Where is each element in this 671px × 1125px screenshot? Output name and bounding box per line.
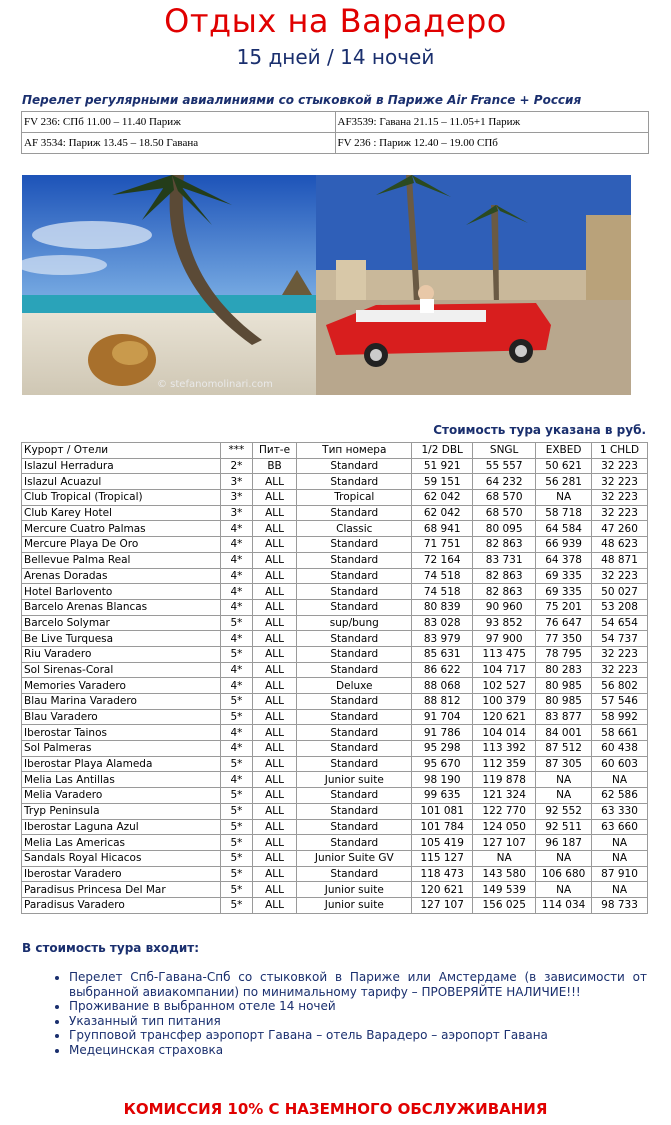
col-resort-hotel: Курорт / Отели xyxy=(22,443,221,459)
price-row xyxy=(22,772,648,788)
flights-heading: Перелет регулярными авиалиниями со стыковкой в Париже Air France + Россия xyxy=(22,93,582,107)
cell-stars: 5* xyxy=(221,803,253,819)
cell-chld: 98 733 xyxy=(592,897,648,913)
cell-half-dbl: 118 473 xyxy=(412,866,473,882)
cell-stars: 4* xyxy=(221,772,253,788)
cell-sngl: 82 863 xyxy=(473,584,536,600)
price-row xyxy=(22,882,648,898)
cell-sngl: 90 960 xyxy=(473,599,536,615)
cell-half-dbl: 101 081 xyxy=(412,803,473,819)
price-table xyxy=(21,442,648,914)
cell-room-type: Standard xyxy=(297,552,412,568)
price-row xyxy=(22,819,648,835)
cell-sngl: 149 539 xyxy=(473,882,536,898)
cell-sngl: 104 717 xyxy=(473,662,536,678)
cell-room-type: Standard xyxy=(297,709,412,725)
cell-sngl: 102 527 xyxy=(473,678,536,694)
cell-meals: ALL xyxy=(252,850,297,866)
cell-meals: ALL xyxy=(252,772,297,788)
cell-hotel: Sandals Royal Hicacos xyxy=(22,850,221,866)
cell-half-dbl: 83 028 xyxy=(412,615,473,631)
cell-chld: 48 623 xyxy=(592,537,648,553)
cell-half-dbl: 59 151 xyxy=(412,474,473,490)
price-row xyxy=(22,552,648,568)
cell-stars: 5* xyxy=(221,788,253,804)
cell-room-type: Standard xyxy=(297,599,412,615)
price-row xyxy=(22,866,648,882)
cell-half-dbl: 74 518 xyxy=(412,568,473,584)
col-meals: Пит-е xyxy=(252,443,297,459)
cell-meals: ALL xyxy=(252,584,297,600)
cell-room-type: Standard xyxy=(297,741,412,757)
cell-half-dbl: 99 635 xyxy=(412,788,473,804)
price-row xyxy=(22,725,648,741)
col-sngl: SNGL xyxy=(473,443,536,459)
cell-hotel: Melia Las Americas xyxy=(22,835,221,851)
cell-exbed: 77 350 xyxy=(536,631,592,647)
cell-meals: ALL xyxy=(252,709,297,725)
cell-hotel: Mercure Playa De Oro xyxy=(22,537,221,553)
cell-chld: 63 660 xyxy=(592,819,648,835)
cell-hotel: Blau Varadero xyxy=(22,709,221,725)
cell-room-type: Deluxe xyxy=(297,678,412,694)
cell-meals: ALL xyxy=(252,819,297,835)
cell-meals: ALL xyxy=(252,631,297,647)
cell-chld: 53 208 xyxy=(592,599,648,615)
cell-exbed: 92 552 xyxy=(536,803,592,819)
cell-stars: 4* xyxy=(221,741,253,757)
cell-room-type: Standard xyxy=(297,725,412,741)
cell-sngl: 112 359 xyxy=(473,756,536,772)
cell-room-type: Standard xyxy=(297,505,412,521)
cell-room-type: Standard xyxy=(297,819,412,835)
cell-exbed: 114 034 xyxy=(536,897,592,913)
page-title: Отдых на Варадеро xyxy=(164,2,507,40)
cell-half-dbl: 51 921 xyxy=(412,458,473,474)
cell-exbed: 106 680 xyxy=(536,866,592,882)
car-photo xyxy=(316,175,631,395)
price-row xyxy=(22,505,648,521)
cell-sngl: 100 379 xyxy=(473,694,536,710)
cell-room-type: Standard xyxy=(297,756,412,772)
cell-exbed: 96 187 xyxy=(536,835,592,851)
cell-exbed: 69 335 xyxy=(536,584,592,600)
cell-chld: 32 223 xyxy=(592,474,648,490)
cell-room-type: Standard xyxy=(297,866,412,882)
cell-sngl: NA xyxy=(473,850,536,866)
cell-half-dbl: 88 068 xyxy=(412,678,473,694)
cell-hotel: Club Karey Hotel xyxy=(22,505,221,521)
cell-room-type: Standard xyxy=(297,458,412,474)
cell-half-dbl: 71 751 xyxy=(412,537,473,553)
cell-room-type: Standard xyxy=(297,646,412,662)
cell-exbed: 64 378 xyxy=(536,552,592,568)
price-row xyxy=(22,662,648,678)
cell-chld: 63 330 xyxy=(592,803,648,819)
cell-stars: 5* xyxy=(221,615,253,631)
cell-room-type: Junior suite xyxy=(297,897,412,913)
included-heading: В стоимость тура входит: xyxy=(22,941,200,955)
col-room-type: Тип номера xyxy=(297,443,412,459)
price-row xyxy=(22,756,648,772)
cell-exbed: NA xyxy=(536,882,592,898)
cell-exbed: 76 647 xyxy=(536,615,592,631)
cell-hotel: Iberostar Tainos xyxy=(22,725,221,741)
cell-exbed: 87 305 xyxy=(536,756,592,772)
cell-stars: 4* xyxy=(221,631,253,647)
cell-room-type: Standard xyxy=(297,788,412,804)
cell-stars: 5* xyxy=(221,756,253,772)
photo-strip xyxy=(22,175,631,395)
cell-meals: ALL xyxy=(252,552,297,568)
photo-watermark: © stefanomolinari.com xyxy=(157,379,273,390)
cell-chld: 32 223 xyxy=(592,646,648,662)
price-row xyxy=(22,897,648,913)
cell-exbed: 69 335 xyxy=(536,568,592,584)
cell-hotel: Islazul Acuazul xyxy=(22,474,221,490)
cell-hotel: Memories Varadero xyxy=(22,678,221,694)
cell-half-dbl: 83 979 xyxy=(412,631,473,647)
cell-chld: NA xyxy=(592,835,648,851)
cell-sngl: 119 878 xyxy=(473,772,536,788)
cell-hotel: Iberostar Playa Alameda xyxy=(22,756,221,772)
cell-room-type: Junior suite xyxy=(297,772,412,788)
cell-chld: NA xyxy=(592,772,648,788)
cell-stars: 5* xyxy=(221,694,253,710)
cell-half-dbl: 68 941 xyxy=(412,521,473,537)
beach-photo xyxy=(22,175,316,395)
cell-hotel: Iberostar Varadero xyxy=(22,866,221,882)
cell-exbed: 80 283 xyxy=(536,662,592,678)
price-row xyxy=(22,803,648,819)
cell-room-type: Standard xyxy=(297,474,412,490)
cell-exbed: 78 795 xyxy=(536,646,592,662)
cell-hotel: Bellevue Palma Real xyxy=(22,552,221,568)
cell-half-dbl: 120 621 xyxy=(412,882,473,898)
cell-hotel: Paradisus Princesa Del Mar xyxy=(22,882,221,898)
flight-outbound-1: FV 236: СПб 11.00 – 11.40 Париж xyxy=(22,112,336,133)
cell-room-type: Junior Suite GV xyxy=(297,850,412,866)
price-row xyxy=(22,850,648,866)
cell-half-dbl: 95 298 xyxy=(412,741,473,757)
cell-meals: ALL xyxy=(252,756,297,772)
price-row xyxy=(22,788,648,804)
cell-chld: 60 438 xyxy=(592,741,648,757)
cell-hotel: Barcelo Solymar xyxy=(22,615,221,631)
cell-stars: 5* xyxy=(221,897,253,913)
cell-hotel: Hotel Barlovento xyxy=(22,584,221,600)
red-car-image xyxy=(316,175,631,395)
cell-stars: 4* xyxy=(221,568,253,584)
flights-row xyxy=(22,133,649,154)
cell-chld: 32 223 xyxy=(592,505,648,521)
cell-meals: ALL xyxy=(252,490,297,506)
cell-room-type: Standard xyxy=(297,537,412,553)
cell-chld: 32 223 xyxy=(592,662,648,678)
cell-hotel: Iberostar Laguna Azul xyxy=(22,819,221,835)
cell-sngl: 80 095 xyxy=(473,521,536,537)
cell-sngl: 143 580 xyxy=(473,866,536,882)
cell-hotel: Sol Palmeras xyxy=(22,741,221,757)
cell-meals: ALL xyxy=(252,897,297,913)
price-row xyxy=(22,694,648,710)
cell-stars: 4* xyxy=(221,662,253,678)
price-row xyxy=(22,490,648,506)
cell-exbed: NA xyxy=(536,772,592,788)
cell-half-dbl: 88 812 xyxy=(412,694,473,710)
cell-chld: 56 802 xyxy=(592,678,648,694)
cell-half-dbl: 72 164 xyxy=(412,552,473,568)
cell-meals: ALL xyxy=(252,662,297,678)
cell-half-dbl: 80 839 xyxy=(412,599,473,615)
price-row xyxy=(22,458,648,474)
cell-chld: 32 223 xyxy=(592,490,648,506)
cell-meals: ALL xyxy=(252,882,297,898)
cell-meals: ALL xyxy=(252,521,297,537)
cell-exbed: 92 511 xyxy=(536,819,592,835)
cell-stars: 5* xyxy=(221,646,253,662)
price-caption: Стоимость тура указана в руб. xyxy=(433,423,646,437)
cell-sngl: 122 770 xyxy=(473,803,536,819)
cell-chld: 47 260 xyxy=(592,521,648,537)
cell-half-dbl: 115 127 xyxy=(412,850,473,866)
cell-sngl: 127 107 xyxy=(473,835,536,851)
cell-stars: 2* xyxy=(221,458,253,474)
cell-exbed: 58 718 xyxy=(536,505,592,521)
col-half-dbl: 1/2 DBL xyxy=(412,443,473,459)
cell-half-dbl: 86 622 xyxy=(412,662,473,678)
cell-sngl: 120 621 xyxy=(473,709,536,725)
price-row xyxy=(22,615,648,631)
cell-sngl: 83 731 xyxy=(473,552,536,568)
cell-hotel: Melia Las Antillas xyxy=(22,772,221,788)
page-subtitle: 15 дней / 14 ночей xyxy=(236,45,435,69)
cell-sngl: 113 475 xyxy=(473,646,536,662)
cell-room-type: Classic xyxy=(297,521,412,537)
cell-chld: NA xyxy=(592,882,648,898)
cell-room-type: Standard xyxy=(297,584,412,600)
price-row xyxy=(22,678,648,694)
cell-exbed: 75 201 xyxy=(536,599,592,615)
cell-exbed: 84 001 xyxy=(536,725,592,741)
price-table-body xyxy=(22,458,648,913)
included-list xyxy=(22,970,647,1057)
cell-hotel: Be Live Turquesa xyxy=(22,631,221,647)
flight-outbound-2: AF 3534: Париж 13.45 – 18.50 Гавана xyxy=(22,133,336,154)
cell-exbed: 64 584 xyxy=(536,521,592,537)
cell-meals: ALL xyxy=(252,537,297,553)
cell-half-dbl: 62 042 xyxy=(412,505,473,521)
cell-sngl: 97 900 xyxy=(473,631,536,647)
cell-chld: 54 654 xyxy=(592,615,648,631)
cell-exbed: 66 939 xyxy=(536,537,592,553)
price-header-row xyxy=(22,443,648,459)
cell-meals: ALL xyxy=(252,599,297,615)
cell-sngl: 68 570 xyxy=(473,505,536,521)
cell-stars: 4* xyxy=(221,521,253,537)
cell-exbed: 50 621 xyxy=(536,458,592,474)
cell-sngl: 55 557 xyxy=(473,458,536,474)
cell-half-dbl: 127 107 xyxy=(412,897,473,913)
cell-stars: 5* xyxy=(221,866,253,882)
price-row xyxy=(22,584,648,600)
cell-room-type: Junior suite xyxy=(297,882,412,898)
cell-room-type: Tropical xyxy=(297,490,412,506)
flights-table xyxy=(21,111,649,154)
included-item: • Групповой трансфер аэропорт Гавана – отель Варадеро – аэропорт Гавана xyxy=(69,1028,647,1043)
cell-meals: ALL xyxy=(252,505,297,521)
cell-hotel: Mercure Cuatro Palmas xyxy=(22,521,221,537)
cell-room-type: Standard xyxy=(297,835,412,851)
cell-room-type: Standard xyxy=(297,803,412,819)
cell-sngl: 124 050 xyxy=(473,819,536,835)
cell-room-type: Standard xyxy=(297,631,412,647)
cell-hotel: Barcelo Arenas Blancas xyxy=(22,599,221,615)
cell-chld: 60 603 xyxy=(592,756,648,772)
cell-hotel: Club Tropical (Tropical) xyxy=(22,490,221,506)
price-row xyxy=(22,568,648,584)
cell-exbed: NA xyxy=(536,850,592,866)
cell-chld: 58 992 xyxy=(592,709,648,725)
cell-stars: 4* xyxy=(221,584,253,600)
cell-sngl: 121 324 xyxy=(473,788,536,804)
included-item: • Указанный тип питания xyxy=(69,1014,647,1029)
cell-half-dbl: 74 518 xyxy=(412,584,473,600)
cell-sngl: 93 852 xyxy=(473,615,536,631)
cell-meals: ALL xyxy=(252,725,297,741)
price-row xyxy=(22,741,648,757)
cell-chld: 32 223 xyxy=(592,458,648,474)
col-exbed: EXBED xyxy=(536,443,592,459)
cell-half-dbl: 91 786 xyxy=(412,725,473,741)
cell-meals: ALL xyxy=(252,835,297,851)
cell-half-dbl: 101 784 xyxy=(412,819,473,835)
cell-half-dbl: 105 419 xyxy=(412,835,473,851)
price-row xyxy=(22,474,648,490)
cell-chld: 62 586 xyxy=(592,788,648,804)
cell-exbed: 56 281 xyxy=(536,474,592,490)
cell-meals: BB xyxy=(252,458,297,474)
cell-meals: ALL xyxy=(252,741,297,757)
cell-sngl: 113 392 xyxy=(473,741,536,757)
cell-room-type: Standard xyxy=(297,568,412,584)
cell-stars: 4* xyxy=(221,678,253,694)
cell-room-type: Standard xyxy=(297,694,412,710)
cell-meals: ALL xyxy=(252,568,297,584)
cell-exbed: 87 512 xyxy=(536,741,592,757)
cell-stars: 4* xyxy=(221,552,253,568)
cell-stars: 4* xyxy=(221,725,253,741)
cell-hotel: Melia Varadero xyxy=(22,788,221,804)
cell-meals: ALL xyxy=(252,474,297,490)
price-row xyxy=(22,709,648,725)
cell-hotel: Arenas Doradas xyxy=(22,568,221,584)
cell-sngl: 82 863 xyxy=(473,568,536,584)
cell-exbed: 80 985 xyxy=(536,678,592,694)
col-chld: 1 CHLD xyxy=(592,443,648,459)
cell-sngl: 82 863 xyxy=(473,537,536,553)
cell-hotel: Riu Varadero xyxy=(22,646,221,662)
cell-sngl: 104 014 xyxy=(473,725,536,741)
cell-stars: 3* xyxy=(221,505,253,521)
cell-meals: ALL xyxy=(252,646,297,662)
cell-stars: 5* xyxy=(221,835,253,851)
cell-sngl: 64 232 xyxy=(473,474,536,490)
cell-chld: 50 027 xyxy=(592,584,648,600)
cell-exbed: 80 985 xyxy=(536,694,592,710)
cell-hotel: Paradisus Varadero xyxy=(22,897,221,913)
cell-hotel: Tryp Peninsula xyxy=(22,803,221,819)
commission-note: КОМИССИЯ 10% С НАЗЕМНОГО ОБСЛУЖИВАНИЯ xyxy=(123,1100,548,1118)
cell-meals: ALL xyxy=(252,694,297,710)
price-row xyxy=(22,521,648,537)
cell-room-type: sup/bung xyxy=(297,615,412,631)
cell-hotel: Sol Sirenas-Coral xyxy=(22,662,221,678)
flight-return-1: AF3539: Гавана 21.15 – 11.05+1 Париж xyxy=(335,112,649,133)
cell-sngl: 68 570 xyxy=(473,490,536,506)
cell-meals: ALL xyxy=(252,803,297,819)
cell-stars: 5* xyxy=(221,709,253,725)
cell-exbed: NA xyxy=(536,490,592,506)
cell-chld: 54 737 xyxy=(592,631,648,647)
cell-exbed: 83 877 xyxy=(536,709,592,725)
price-row xyxy=(22,537,648,553)
cell-sngl: 156 025 xyxy=(473,897,536,913)
cell-stars: 4* xyxy=(221,537,253,553)
cell-hotel: Blau Marina Varadero xyxy=(22,694,221,710)
price-row xyxy=(22,835,648,851)
cell-half-dbl: 98 190 xyxy=(412,772,473,788)
cell-chld: NA xyxy=(592,850,648,866)
cell-meals: ALL xyxy=(252,615,297,631)
cell-half-dbl: 95 670 xyxy=(412,756,473,772)
cell-stars: 3* xyxy=(221,474,253,490)
price-row xyxy=(22,599,648,615)
included-item: • Проживание в выбранном отеле 14 ночей xyxy=(69,999,647,1014)
cell-exbed: NA xyxy=(536,788,592,804)
cell-meals: ALL xyxy=(252,866,297,882)
cell-stars: 5* xyxy=(221,850,253,866)
cell-half-dbl: 91 704 xyxy=(412,709,473,725)
cell-half-dbl: 62 042 xyxy=(412,490,473,506)
cell-hotel: Islazul Herradura xyxy=(22,458,221,474)
cell-meals: ALL xyxy=(252,788,297,804)
price-row xyxy=(22,646,648,662)
cell-chld: 87 910 xyxy=(592,866,648,882)
included-item: • Перелет Спб-Гавана-Спб со стыковкой в Париже или Амстердаме (в зависимости от выбранной авиакомпании) по минимальному тарифу – ПРОВЕРЯЙТЕ НАЛИЧИЕ!!! xyxy=(69,970,647,999)
cell-stars: 4* xyxy=(221,599,253,615)
cell-chld: 57 546 xyxy=(592,694,648,710)
cell-chld: 58 661 xyxy=(592,725,648,741)
cell-half-dbl: 85 631 xyxy=(412,646,473,662)
cell-stars: 5* xyxy=(221,819,253,835)
flights-row xyxy=(22,112,649,133)
cell-chld: 48 871 xyxy=(592,552,648,568)
price-row xyxy=(22,631,648,647)
cell-room-type: Standard xyxy=(297,662,412,678)
flight-return-2: FV 236 : Париж 12.40 – 19.00 СПб xyxy=(335,133,649,154)
included-item: • Медецинская страховка xyxy=(69,1043,647,1058)
cell-stars: 5* xyxy=(221,882,253,898)
col-stars: *** xyxy=(221,443,253,459)
beach-palm-image xyxy=(22,175,316,395)
cell-chld: 32 223 xyxy=(592,568,648,584)
cell-stars: 3* xyxy=(221,490,253,506)
cell-meals: ALL xyxy=(252,678,297,694)
